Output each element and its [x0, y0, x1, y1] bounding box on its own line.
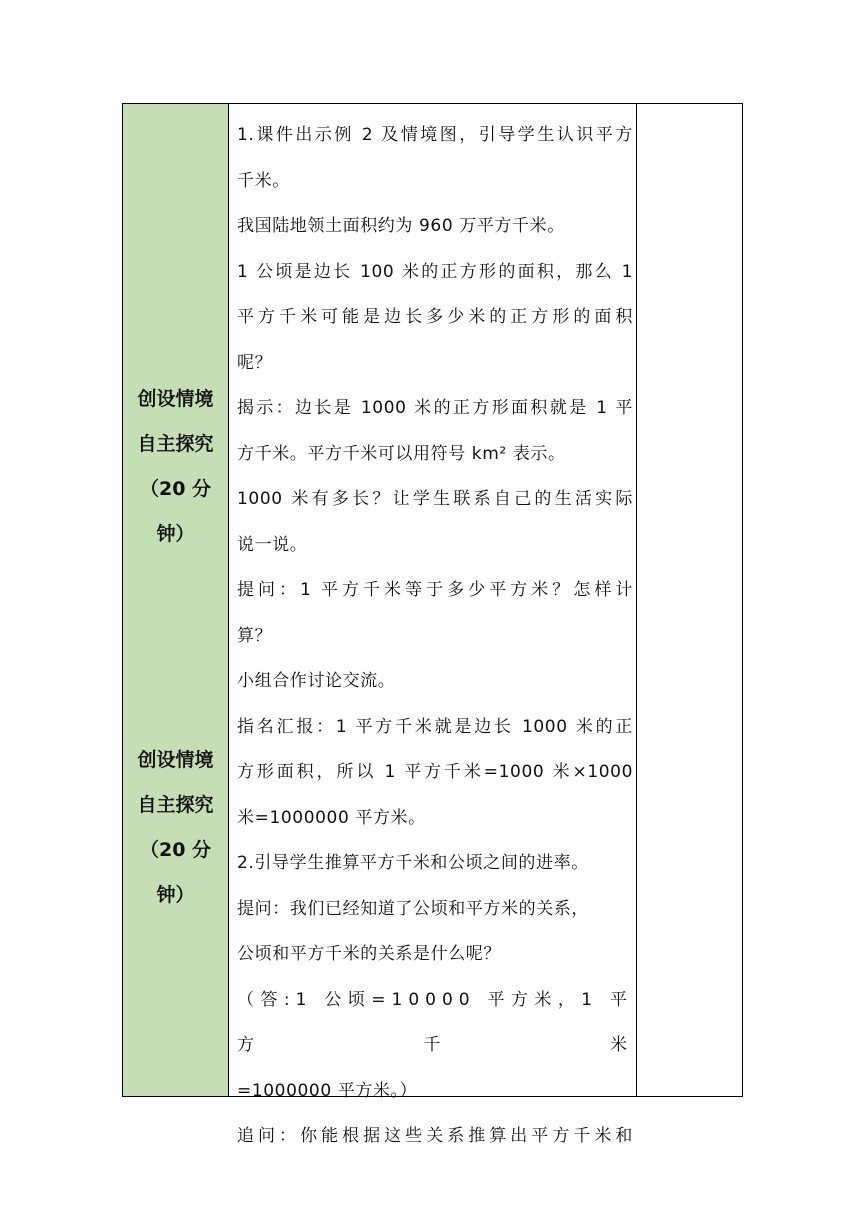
content-line: 米=1000000 平方米。	[237, 807, 426, 828]
content-line: 1 公顷是边长 100 米的正方形的面积，那么 1	[237, 261, 633, 282]
content-line: 方形面积，所以 1 平方千米=1000 米×1000	[237, 762, 633, 782]
notes-column-divider	[636, 104, 637, 1096]
content-line: 呢？	[237, 352, 273, 373]
stage-label-line: （20 分	[139, 839, 212, 861]
content-line: （答:1 公顷=10000 平方米，1 平方千米	[237, 989, 633, 1055]
content-line: 追问：你能根据这些关系推算出平方千米和	[237, 1126, 633, 1146]
content-line: 提问：我们已经知道了公顷和平方米的关系，	[237, 898, 589, 919]
content-line: 提问：1 平方千米等于多少平方米？怎样计	[237, 580, 633, 600]
stage-label-line: （20 分	[139, 478, 212, 500]
content-line: 公顷和平方千米的关系是什么呢？	[237, 944, 501, 964]
content-line: 千米。	[237, 170, 290, 191]
content-line: 1.课件出示例 2 及情境图，引导学生认识平方	[237, 125, 633, 145]
stage-label-line: 钟）	[156, 884, 195, 906]
content-line: 方千米。平方千米可以用符号 km² 表示。	[237, 443, 566, 464]
stage-label-1	[123, 377, 228, 557]
content-line: 平方千米可能是边长多少米的正方形的面积	[237, 307, 633, 327]
stage-label-line: 创设情境	[137, 388, 214, 410]
teaching-content	[237, 113, 633, 1160]
content-line: 算？	[237, 625, 273, 646]
content-line: 指名汇报：1 平方千米就是边长 1000 米的正	[237, 716, 633, 737]
content-line: =1000000 平方米。）	[237, 1080, 418, 1101]
stage-label-line: 自主探究	[137, 794, 214, 816]
stage-label-line: 创设情境	[137, 749, 214, 771]
content-line: 1000 米有多长？让学生联系自己的生活实际	[237, 489, 633, 509]
content-line: 我国陆地领土面积约为 960 万平方千米。	[237, 216, 565, 236]
stage-label-2	[123, 738, 228, 918]
content-line: 2.引导学生推算平方千米和公顷之间的进率。	[237, 853, 589, 873]
stage-label-line: 钟）	[156, 523, 195, 545]
stage-label-line: 自主探究	[137, 433, 214, 455]
content-line: 小组合作讨论交流。	[237, 671, 396, 691]
lesson-plan-table	[122, 103, 743, 1146]
content-line: 说一说。	[237, 534, 308, 555]
stage-column	[123, 104, 229, 1096]
content-line: 揭示：边长是 1000 米的正方形面积就是 1 平	[237, 398, 633, 418]
